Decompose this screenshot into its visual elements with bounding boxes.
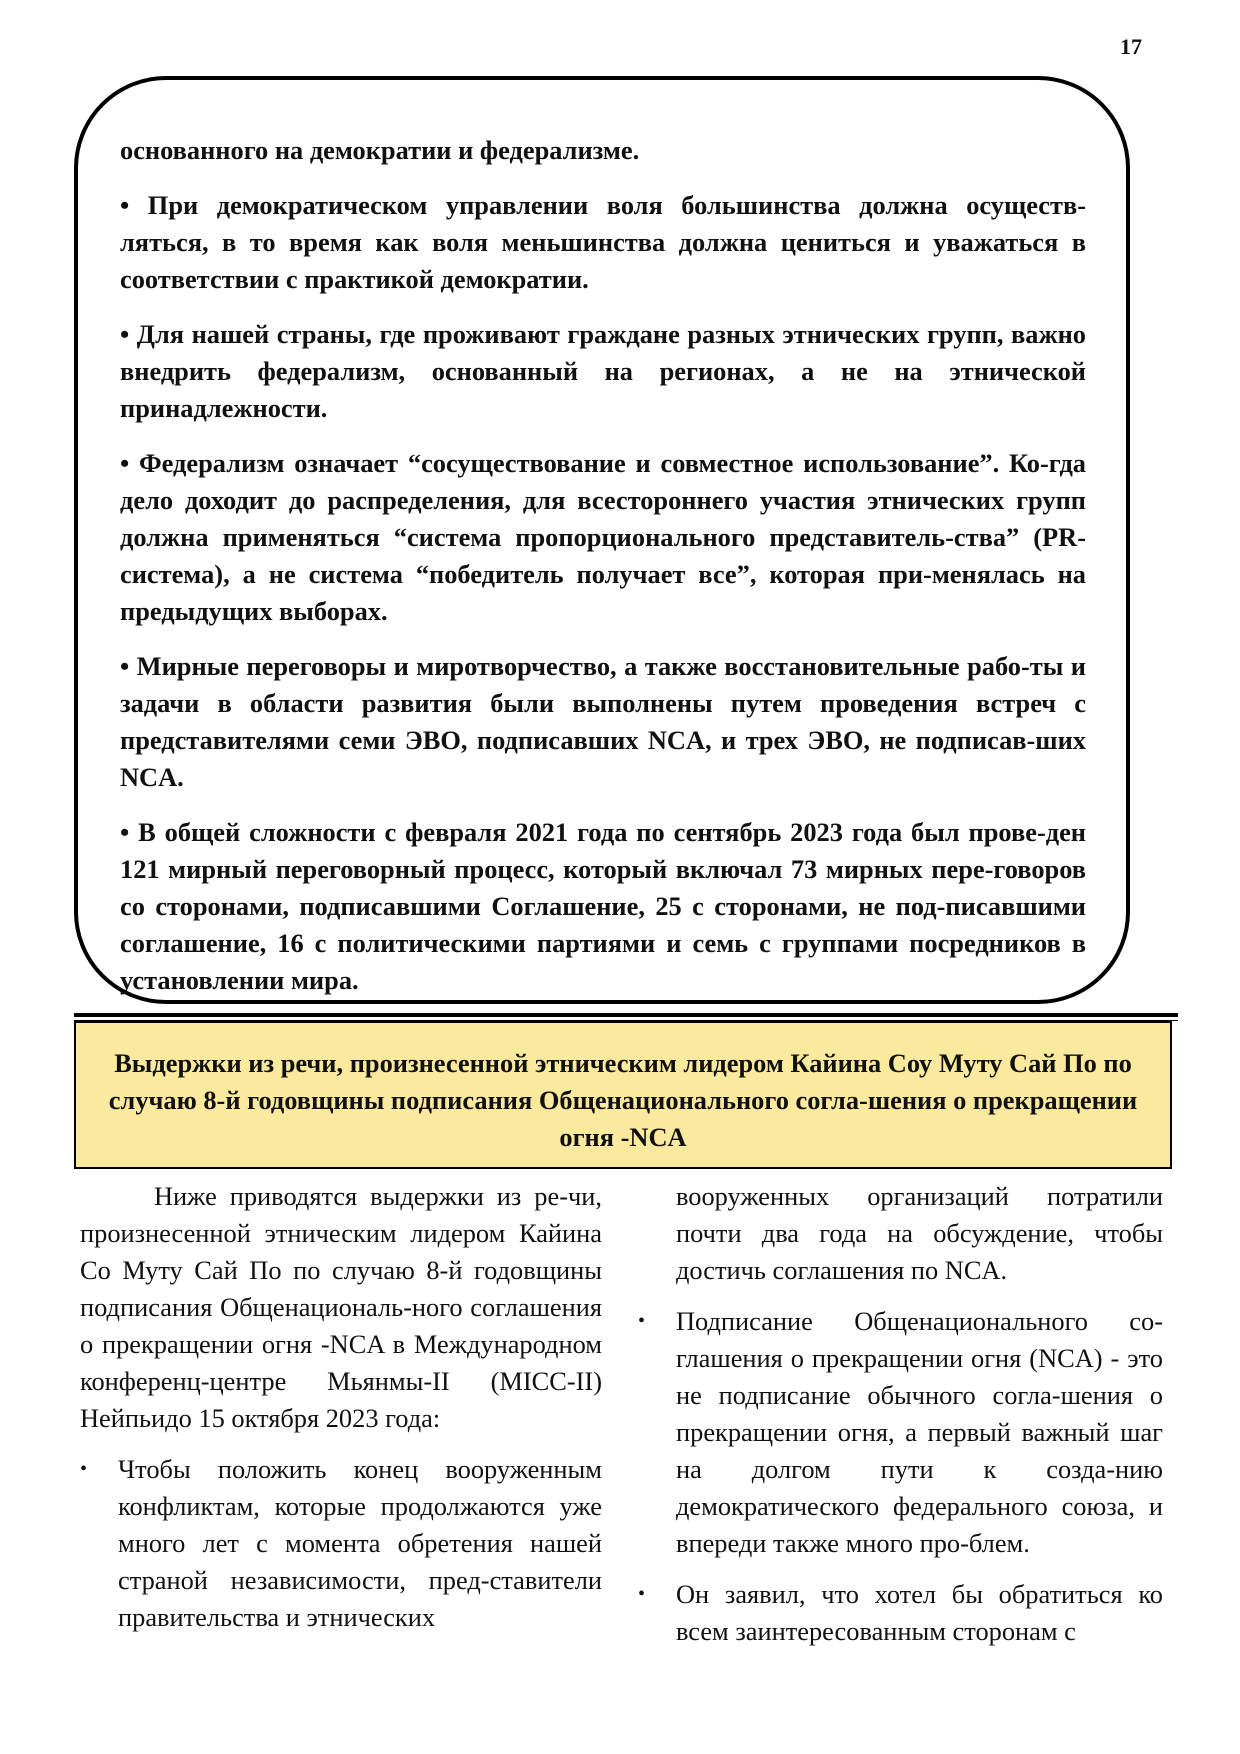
box-paragraph: • В общей сложности с февраля 2021 года по сентябрь 2023 года был прове-ден 121 мирный переговорный процесс, который включал 73 мирных пере-говоров со сторонами, подписавшими Соглашение, 25 с сторонами, не под-писавшими соглашение, 16 с политическими партиями и семь с группами посредников в установлении мира. — [120, 817, 1086, 995]
box-paragraph: • Мирные переговоры и миротворчество, а также восстановительные рабо-ты и задачи в области развития были выполнены путем проведения встреч с представителями семи ЭВО, подписавших NCA, и трех ЭВО, не подписав-ших NCA. — [120, 651, 1086, 792]
summary-box — [74, 76, 1130, 1004]
bullet-icon: • — [638, 1310, 646, 1332]
section-title-banner — [74, 1021, 1172, 1169]
list-item — [80, 1451, 602, 1636]
right-column — [638, 1178, 1163, 1664]
list-item — [638, 1576, 1163, 1650]
bullet-list — [638, 1303, 1163, 1650]
continuation-paragraph: вооруженных организаций потратили почти два года на обсуждение, чтобы достичь соглашения по NCA. — [676, 1181, 1163, 1285]
box-paragraph: • Федерализм означает “сосуществование и совместное использование”. Ко-гда дело доходит до распределения, для всестороннего участия этнических групп должна применяться “система пропорционального представитель-ства” (PR-система), а не система “победитель получает все”, которая при-менялась на предыдущих выборах. — [120, 448, 1086, 626]
section-title: Выдержки из речи, произнесенной этническим лидером Кайина Соу Муту Сай По по случаю 8-й годовщины подписания Общенационального согла-шения о прекращении огня -NCA — [108, 1048, 1138, 1152]
bullet-list — [80, 1451, 602, 1636]
left-column — [80, 1178, 602, 1650]
divider-thick — [74, 1013, 1178, 1017]
bullet-icon: • — [638, 1583, 646, 1605]
box-paragraph: • При демократическом управлении воля большинства должна осуществ-ляться, в то время как воля меньшинства должна цениться и уважаться в соответствии с практикой демократии. — [120, 190, 1086, 294]
bullet-icon: • — [80, 1458, 88, 1480]
list-item-text: Он заявил, что хотел бы обратиться ко всем заинтересованным сторонам с — [676, 1579, 1163, 1646]
list-item-text: Подписание Общенационального со-глашения о прекращении огня (NCA) - это не подписание обычного согла-шения о прекращении огня, а первый важный шаг на долгом пути к созда-нию демократического федерального союза, и впереди также много про-блем. — [676, 1306, 1163, 1558]
intro-paragraph: Ниже приводятся выдержки из ре-чи, произнесенной этническим лидером Кайина Со Муту Сай По по случаю 8-й годовщины подписания Общенациональ-ного соглашения о прекращении огня -NCA в Международном конференц-центре Мьянмы-II (MICC-II) Нейпьидо 15 октября 2023 года: — [80, 1181, 602, 1433]
page-number: 17 — [1120, 34, 1142, 59]
box-paragraph: основанного на демократии и федерализме. — [120, 135, 640, 165]
list-item — [638, 1303, 1163, 1562]
box-paragraph: • Для нашей страны, где проживают граждане разных этнических групп, важно внедрить федерализм, основанный на регионах, а не на этнической принадлежности. — [120, 319, 1086, 423]
list-item-text: Чтобы положить конец вооруженным конфликтам, которые продолжаются уже много лет с момента обретения нашей страной независимости, пред-ставители правительства и этнических — [118, 1454, 602, 1632]
